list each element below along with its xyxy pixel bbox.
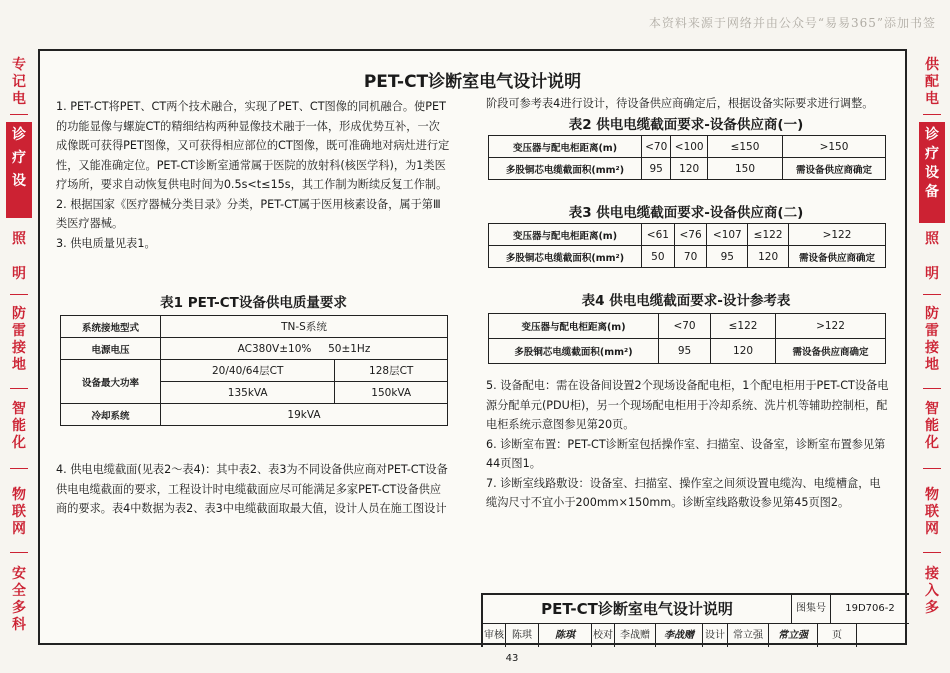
left-tab-char: 设: [12, 173, 26, 189]
right-tab-char[interactable]: 防: [925, 306, 939, 322]
right-tab-char: 备: [925, 184, 939, 200]
right-tab-char[interactable]: 接: [925, 340, 939, 356]
table1-cell: 20/40/64层CT: [161, 360, 335, 382]
table2: [488, 135, 886, 180]
left-tab-char[interactable]: 记: [12, 74, 26, 90]
table3-cell: >122: [789, 224, 886, 246]
left-column-bottom: [56, 460, 451, 519]
table3-cell: 需设备供应商确定: [789, 246, 886, 268]
paragraph-cont: 阶段可参考表4进行设计，待设备供应商确定后，根据设备实际要求进行调整。: [486, 97, 874, 110]
table2-caption: 表2 供电电缆截面要求-设备供应商(一): [568, 117, 804, 133]
paragraph-4: 4. 供电电缆截面(见表2～表4)：其中表2、表3为不同设备供应商对PET-CT设备供电电缆截面的要求，工程设计时电缆截面应尽可能满足多家PET-CT设备供应商的要求。表4中数据为表2、表3中电缆截面取最大值，设计人员在施工图设计: [56, 463, 448, 515]
table3-cell: ≤122: [748, 224, 789, 246]
table1-cell: 冷却系统: [61, 404, 161, 426]
right-tab-char[interactable]: 供: [925, 57, 939, 73]
table4: [488, 313, 886, 364]
left-tab-char[interactable]: 网: [12, 521, 26, 537]
left-tab-char[interactable]: 雷: [12, 323, 26, 339]
right-tab-char: 疗: [925, 146, 939, 162]
left-tab-char[interactable]: 明: [12, 266, 26, 282]
paragraph-6: 6. 诊断室布置：PET-CT诊断室包括操作室、扫描室、设备室，诊断室布置参见第44页图1。: [486, 437, 886, 470]
table1-cell: TN-S系统: [161, 316, 448, 338]
right-tab-char[interactable]: 接: [925, 566, 939, 582]
left-tab-char[interactable]: 多: [12, 600, 26, 616]
left-tab-char[interactable]: 防: [12, 306, 26, 322]
design-label: 设计: [703, 624, 728, 647]
frequency-value: 50±1Hz: [328, 342, 371, 355]
left-tab-char[interactable]: 电: [12, 91, 26, 107]
table3-cell: 多股铜芯电缆截面积(mm²): [489, 246, 642, 268]
left-tab-char[interactable]: 联: [12, 504, 26, 520]
table1-cell: 19kVA: [161, 404, 448, 426]
paragraph-1: 1. PET-CT将PET、CT两个技术融合，实现了PET、CT图像的同机融合。使PET的功能显像与螺旋CT的精细结构两种显像技术融于一体，形成优势互补，一次成像既可获得PET图像，又可获得相应部位的CT图像，既可准确地对病灶进行定性，又能准确定位。PET-CT诊断室通常属于医院的放射科(核医学科)，为1类医疗场所，要求自动恢复供电时间为0.5s<t≤15s，其工作制为断续反复工作制。: [56, 100, 450, 191]
left-tab-char[interactable]: 科: [12, 617, 26, 633]
atlas-label: 图集号: [792, 595, 831, 624]
table4-cell: >122: [776, 314, 886, 339]
table4-cell: ≤122: [711, 314, 776, 339]
right-tab-char[interactable]: 地: [925, 357, 939, 373]
table1-cell: 135kVA: [161, 382, 335, 404]
designer-name: 常立强: [728, 624, 769, 647]
table3-cell: <107: [707, 224, 748, 246]
right-tab-char: 设: [925, 165, 939, 181]
signature-row: [483, 624, 909, 664]
table4-cell: 变压器与配电柜距离(m): [489, 314, 659, 339]
table2-cell: 120: [671, 158, 708, 180]
left-tab-char: 诊: [12, 127, 26, 143]
table3-cell: 变压器与配电柜距离(m): [489, 224, 642, 246]
left-tab-char[interactable]: 智: [12, 401, 26, 417]
table2-cell: 多股铜芯电缆截面积(mm²): [489, 158, 642, 180]
left-tab-char[interactable]: 地: [12, 357, 26, 373]
left-chapter-tabs: [6, 52, 32, 642]
right-tab-char: 诊: [925, 127, 939, 143]
right-tab-char[interactable]: 电: [925, 91, 939, 107]
table1-cell: 128层CT: [335, 360, 448, 382]
paragraph-5: 5. 设备配电：需在设备间设置2个现场设备配电柜，1个配电柜用于PET-CT设备电源分配单元(PDU柜)，另一个现场配电柜用于冷却系统、洗片机等辅助控制柜，配电柜系统示意图参见第20页。: [486, 379, 889, 431]
right-tab-char[interactable]: 入: [925, 583, 939, 599]
reviewer-name: 陈琪: [506, 624, 539, 647]
right-column: [486, 376, 891, 513]
left-tab-char[interactable]: 化: [12, 435, 26, 451]
left-tab-active[interactable]: [6, 122, 32, 218]
right-chapter-tabs: [919, 52, 945, 642]
table1: [60, 315, 448, 426]
left-tab-char[interactable]: 全: [12, 583, 26, 599]
right-tab-char[interactable]: 能: [925, 418, 939, 434]
voltage-value: AC380V±10%: [237, 342, 312, 355]
right-tab-char[interactable]: 明: [925, 266, 939, 282]
table2-cell: 95: [642, 158, 671, 180]
right-tab-char[interactable]: 化: [925, 435, 939, 451]
left-tab-char[interactable]: 安: [12, 566, 26, 582]
table3-cell: 120: [748, 246, 789, 268]
reviewer-signature: 陈琪: [539, 624, 592, 647]
right-tab-active[interactable]: [919, 122, 945, 223]
review-label: 审核: [483, 624, 506, 647]
table2-cell: 变压器与配电柜距离(m): [489, 136, 642, 158]
table1-cell: 150kVA: [335, 382, 448, 404]
table3-cell: <76: [674, 224, 707, 246]
table3-cell: 95: [707, 246, 748, 268]
watermark: 本资料来源于网络并由公众号“易易365”添加书签: [648, 16, 936, 30]
table4-cell: 需设备供应商确定: [776, 339, 886, 364]
left-tab-char[interactable]: 物: [12, 487, 26, 503]
table1-cell: 电源电压: [61, 338, 161, 360]
table3-caption: 表3 供电电缆截面要求-设备供应商(二): [568, 205, 804, 221]
right-tab-char[interactable]: 联: [925, 504, 939, 520]
table4-cell: <70: [659, 314, 711, 339]
table3-cell: 70: [674, 246, 707, 268]
right-tab-char[interactable]: 物: [925, 487, 939, 503]
left-tab-char[interactable]: 照: [12, 231, 26, 247]
atlas-number: 19D706-2: [831, 595, 909, 624]
page-label: 页: [818, 624, 857, 647]
table3: [488, 223, 886, 268]
table3-cell: <61: [642, 224, 675, 246]
left-tab-char: 疗: [12, 150, 26, 166]
right-tab-char[interactable]: 智: [925, 401, 939, 417]
table4-cell: 95: [659, 339, 711, 364]
table1-cell: 设备最大功率: [61, 360, 161, 404]
left-column: [56, 97, 451, 253]
left-tab-char[interactable]: 能: [12, 418, 26, 434]
drawing-sheet: [38, 49, 907, 664]
left-tab-char[interactable]: 专: [12, 57, 26, 73]
table2-cell: <100: [671, 136, 708, 158]
right-tab-char[interactable]: 配: [925, 74, 939, 90]
title-block-title: PET-CT诊断室电气设计说明: [483, 595, 792, 624]
paragraph-2: 2. 根据国家《医疗器械分类目录》分类，PET-CT属于医用核素设备，属于第Ⅲ类医疗器械。: [56, 197, 441, 230]
table3-cell: 50: [642, 246, 675, 268]
title-block: [481, 593, 909, 664]
page-title: PET-CT诊断室电气设计说明: [363, 72, 582, 92]
table1-caption: 表1 PET-CT设备供电质量要求: [160, 295, 347, 311]
checker-name: 李战赠: [615, 624, 656, 647]
table4-caption: 表4 供电电缆截面要求-设计参考表: [581, 293, 791, 309]
table2-cell: 需设备供应商确定: [783, 158, 886, 180]
right-tab-char[interactable]: 照: [925, 231, 939, 247]
table2-cell: >150: [783, 136, 886, 158]
table4-cell: 多股铜芯电缆截面积(mm²): [489, 339, 659, 364]
designer-signature: 常立强: [769, 624, 818, 647]
paragraph-3: 3. 供电质量见表1。: [56, 236, 156, 250]
right-tab-char[interactable]: 雷: [925, 323, 939, 339]
checker-signature: 李战赠: [656, 624, 703, 647]
table4-cell: 120: [711, 339, 776, 364]
table2-cell: 150: [708, 158, 783, 180]
right-tab-char[interactable]: 多: [925, 600, 939, 616]
table1-cell: [161, 338, 448, 360]
paragraph-7: 7. 诊断室线路敷设：设备室、扫描室、操作室之间须设置电缆沟、电缆槽盒，电缆沟尺寸不宜小于200mm×150mm。诊断室线路敷设参见第45页图2。: [486, 476, 881, 509]
table1-cell: 系统接地型式: [61, 316, 161, 338]
right-tab-char[interactable]: 网: [925, 521, 939, 537]
table2-cell: <70: [642, 136, 671, 158]
check-label: 校对: [592, 624, 615, 647]
page-number: 43: [505, 653, 519, 664]
table2-cell: ≤150: [708, 136, 783, 158]
left-tab-char[interactable]: 接: [12, 340, 26, 356]
